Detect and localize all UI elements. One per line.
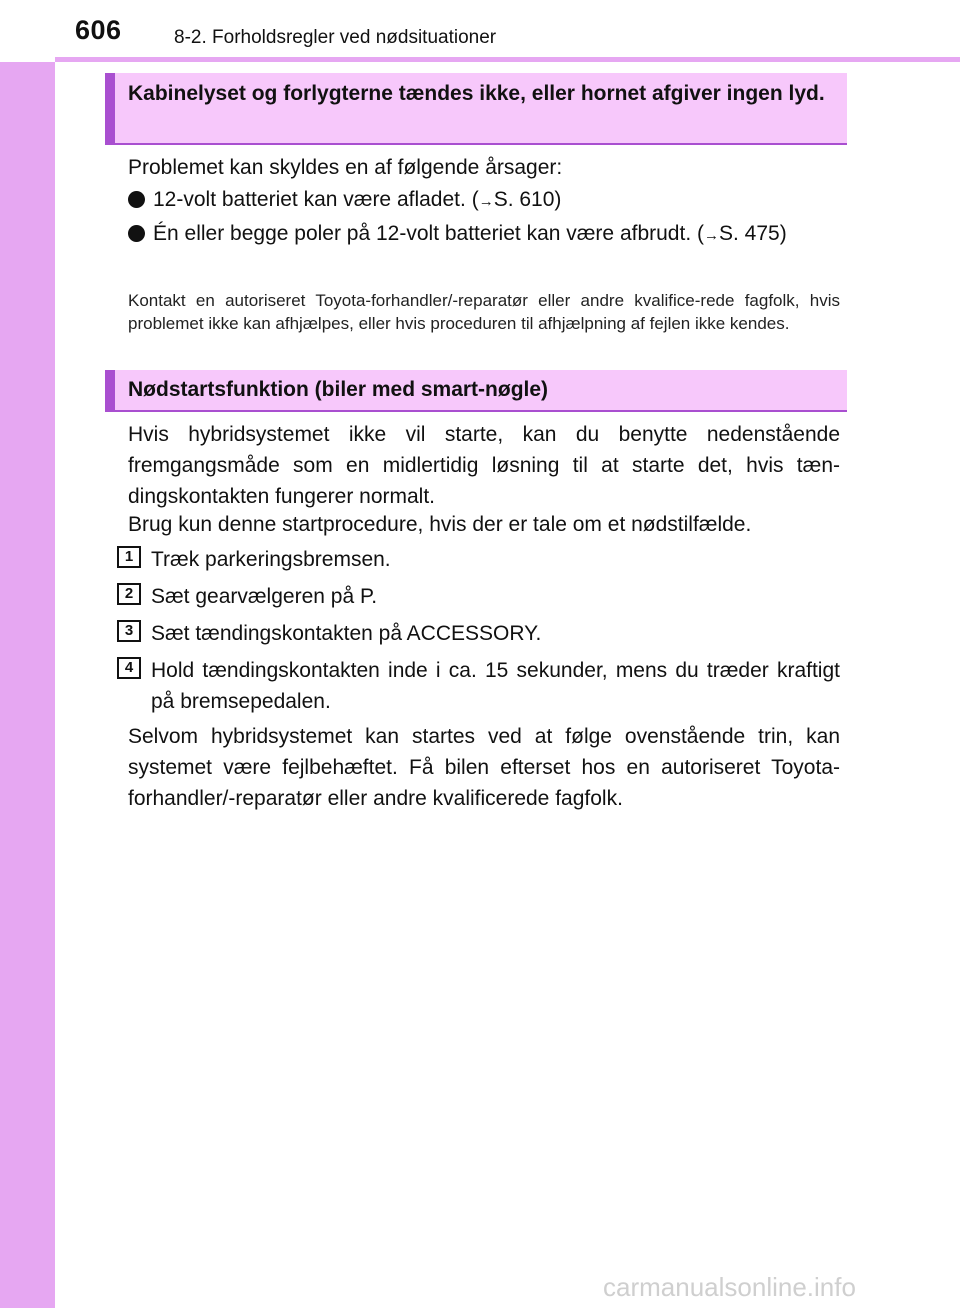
page-reference[interactable]: (→S. 475) <box>697 222 787 245</box>
bullet-dot-icon <box>128 191 145 208</box>
causes-intro: Problemet kan skyldes en af følgende årsager: <box>128 156 563 179</box>
heading-lights-horn: Kabinelyset og forlygterne tændes ikke, eller hornet afgiver ingen lyd. <box>105 73 847 145</box>
watermark: carmanualsonline.info <box>603 1272 856 1302</box>
emergency-intro: Hvis hybridsystemet ikke vil starte, kan du benytte nedenstående fremgangsmåde som en midlertidig løsning til at starte det, hvis tæn-dingskontakten fungerer normalt. <box>128 423 840 508</box>
step-text: Sæt tændingskontakten på ACCESSORY. <box>151 622 542 645</box>
step-number-badge: 2 <box>117 583 141 605</box>
heading-emergency-start: Nødstartsfunktion (biler med smart-nøgle) <box>105 370 847 412</box>
step-number-badge: 3 <box>117 620 141 642</box>
bullet-text: Én eller begge poler på 12-volt batteriet kan være afbrudt. <box>153 222 692 245</box>
emergency-warning: Brug kun denne startprocedure, hvis der er tale om et nødstilfælde. <box>128 513 752 536</box>
bullet-dot-icon <box>128 225 145 242</box>
dealer-note: Kontakt en autoriseret Toyota-forhandler/-reparatør eller andre kvalifice-rede fagfolk, hvis problemet ikke kan afhjælpes, eller hvis proceduren til afhjælpning af fejlen ikke kendes. <box>128 291 840 333</box>
bullet-item <box>128 184 840 217</box>
bullet-item <box>128 218 840 251</box>
arrow-right-icon: → <box>478 193 494 210</box>
closing-paragraph: Selvom hybridsystemet kan startes ved at følge ovenstående trin, kan systemet være fejlbehæftet. Få bilen efterset hos en autoriseret Toyota-forhandler/-reparatør eller andre kvalificerede fagfolk. <box>128 725 840 810</box>
step-number-badge: 1 <box>117 546 141 568</box>
step-number-badge: 4 <box>117 657 141 679</box>
page-number: 606 <box>75 15 122 45</box>
page-reference[interactable]: (→S. 610) <box>471 188 562 211</box>
step-text: Sæt gearvælgeren på P. <box>151 585 378 608</box>
header-rule <box>55 57 960 62</box>
chapter-tab-strip <box>0 0 55 1308</box>
bullet-text: 12-volt batteriet kan være afladet. <box>153 188 466 211</box>
step-text: Træk parkeringsbremsen. <box>151 548 391 571</box>
arrow-right-icon: → <box>704 227 719 244</box>
step-text: Hold tændingskontakten inde i ca. 15 sekunder, mens du træder kraftigt på bremsepedalen. <box>151 659 840 713</box>
section-title: 8-2. Forholdsregler ved nødsituationer <box>174 27 497 48</box>
